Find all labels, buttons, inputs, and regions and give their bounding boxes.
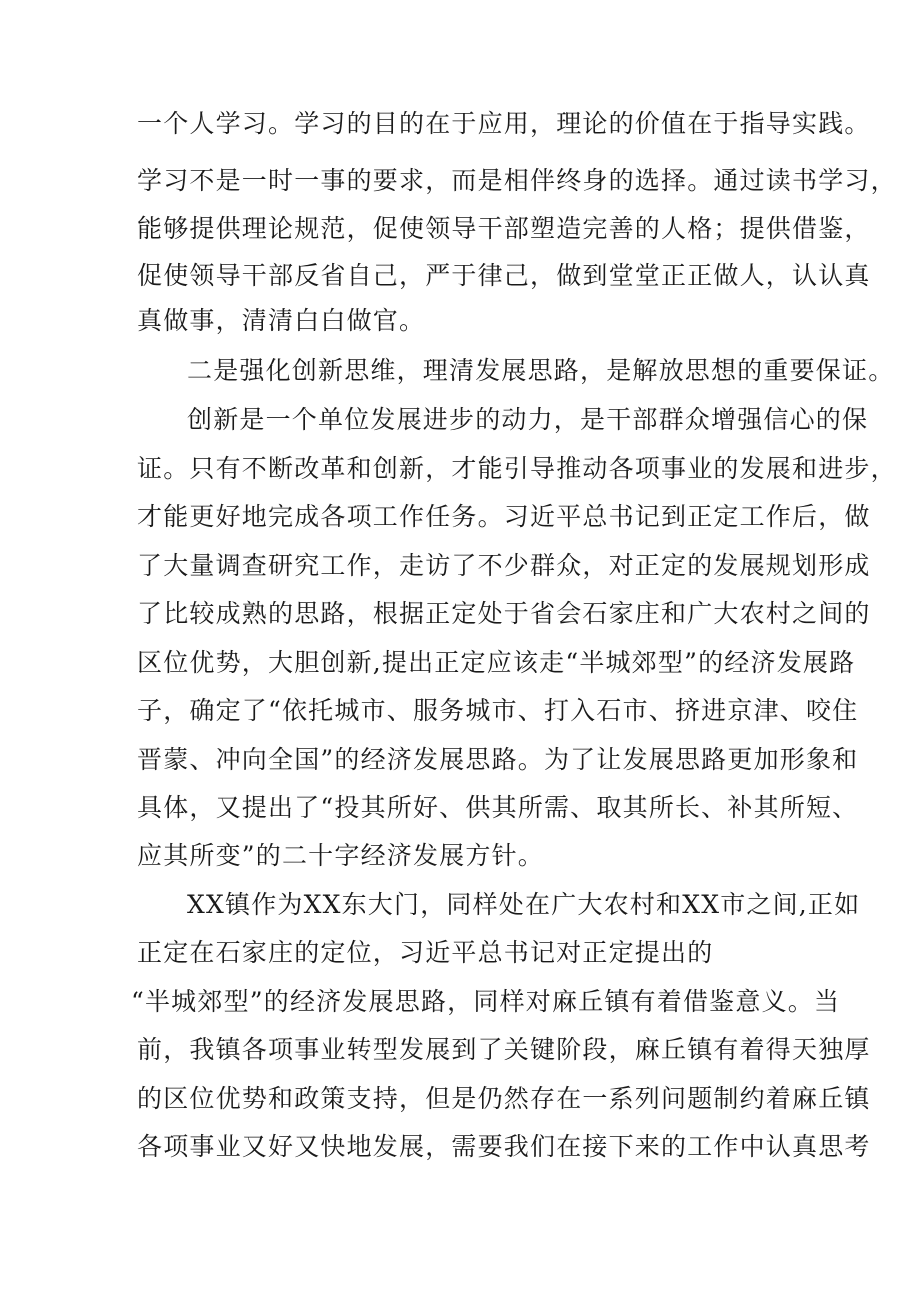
text-line-4: 促使领导干部反省自己，严于律己，做到堂堂正正做人，认认真 xyxy=(137,261,871,290)
text-line-5: 真做事，清清白白做官。 xyxy=(137,306,426,335)
text-line-16: 应其所变”的二十字经济发展方针。 xyxy=(137,841,544,870)
text-line-12: 区位优势，大胆创新,提出正定应该走“半城郊型”的经济发展路 xyxy=(137,648,856,677)
text-line-3: 能够提供理论规范，促使领导干部塑造完善的人格；提供借鉴， xyxy=(137,214,871,243)
text-line-17: XX镇作为XX东大门，同样处在广大农村和XX市之间,正如 xyxy=(187,890,861,919)
text-line-9: 才能更好地完成各项工作任务。习近平总书记到正定工作后，做 xyxy=(137,502,871,531)
text-line-7: 创新是一个单位发展进步的动力，是干部群众增强信心的保 xyxy=(187,405,869,434)
text-line-21: 的区位优势和政策支持，但是仍然存在一系列问题制约着麻丘镇 xyxy=(137,1084,871,1113)
text-line-8: 证。只有不断改革和创新，才能引导推动各项事业的发展和进步， xyxy=(137,454,897,483)
text-line-19: “半城郊型”的经济发展思路，同样对麻丘镇有着借鉴意义。当 xyxy=(131,987,841,1016)
text-line-18: 正定在石家庄的定位，习近平总书记对正定提出的 xyxy=(137,938,714,967)
text-line-10: 了大量调查研究工作，走访了不少群众，对正定的发展规划形成 xyxy=(137,551,871,580)
text-line-20: 前，我镇各项事业转型发展到了关键阶段，麻丘镇有着得天独厚 xyxy=(137,1035,871,1064)
text-line-1: 一个人学习。学习的目的在于应用，理论的价值在于指导实践。 xyxy=(137,109,871,138)
text-line-22: 各项事业又好又快地发展，需要我们在接下来的工作中认真思考 xyxy=(137,1132,871,1161)
text-line-11: 了比较成熟的思路，根据正定处于省会石家庄和广大农村之间的 xyxy=(137,599,871,628)
text-line-15: 具体，又提出了“投其所好、供其所需、取其所长、补其所短、 xyxy=(137,793,859,822)
text-line-6: 二是强化创新思维，理清发展思路，是解放思想的重要保证。 xyxy=(187,356,895,385)
text-line-2: 学习不是一时一事的要求，而是相伴终身的选择。通过读书学习， xyxy=(137,166,897,195)
text-line-14: 晋蒙、冲向全国”的经济发展思路。为了让发展思路更加形象和 xyxy=(137,745,859,774)
text-line-13: 子，确定了“依托城市、服务城市、打入石市、挤进京津、咬住 xyxy=(137,696,859,725)
